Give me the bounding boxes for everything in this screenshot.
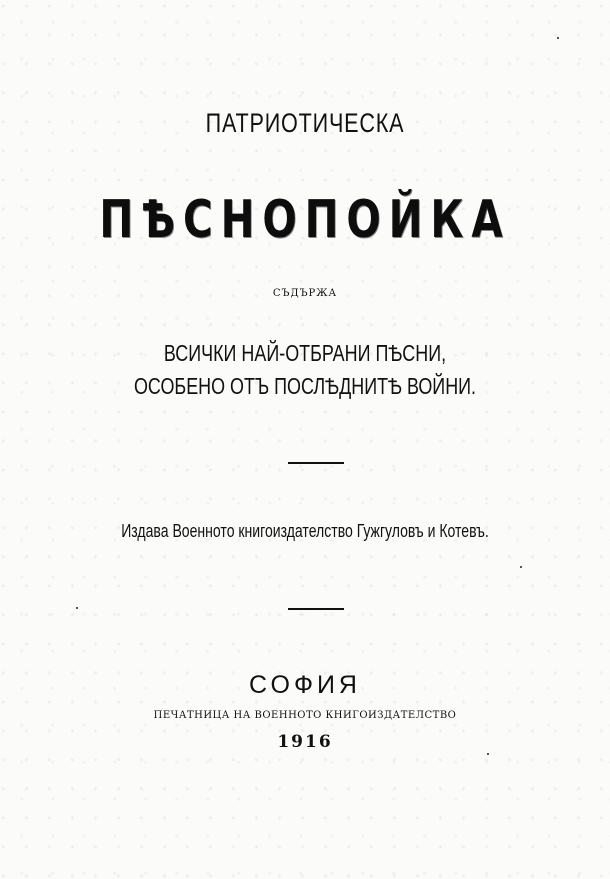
document-title: ПѢСНОПОЙКА — [99, 190, 511, 250]
city-name: СОФИЯ — [249, 671, 361, 699]
divider-rule — [288, 608, 344, 610]
subtitle-line-2: ОСОБЕНО ОТЪ ПОСЛѢДНИТѢ ВОЙНИ. — [133, 373, 477, 399]
document-kicker: ПАТРИОТИЧЕСКА — [205, 108, 405, 138]
publisher-line: Издава Военното книгоиздателство Гужгуловъ и Котевъ. — [121, 521, 489, 541]
publication-year: 1916 — [277, 732, 333, 752]
subtitle-line-1: ВСИЧКИ НАЙ-ОТБРАНИ ПѢСНИ, — [163, 340, 447, 366]
divider-rule — [288, 462, 344, 464]
paper-speck — [520, 566, 522, 568]
paper-speck — [76, 607, 78, 609]
contains-label: СЪДЪРЖА — [272, 288, 338, 299]
printer-line: ПЕЧАТНИЦА НА ВОЕННОТО КНИГОИЗДАТЕЛСТВО — [153, 710, 457, 721]
paper-speck — [487, 753, 489, 755]
paper-speck — [557, 37, 559, 39]
